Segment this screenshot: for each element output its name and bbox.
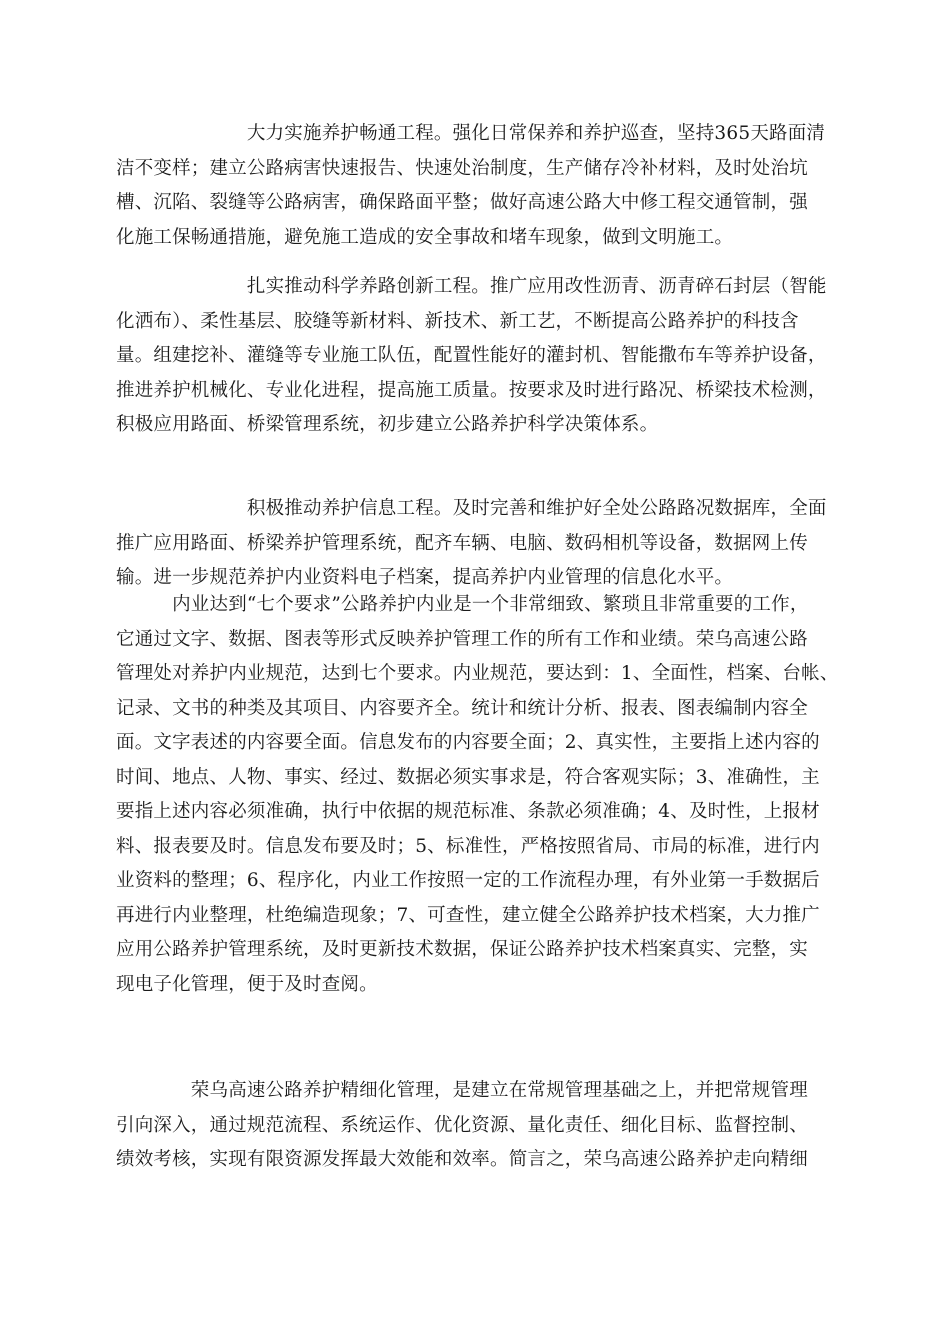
text-line: 现电子化管理，便于及时查阅。 (116, 973, 378, 995)
text-line: 洁不变样；建立公路病害快速报告、快速处治制度，生产储存冷补材料，及时处治坑 (116, 157, 808, 179)
text-line: 量。组建挖补、灌缝等专业施工队伍，配置性能好的灌封机、智能撒布车等养护设备， (116, 345, 827, 366)
text-line: 记录、文书的种类及其项目、内容要齐全。统计和统计分析、报表、图表编制内容全 (116, 697, 808, 719)
text-line: 积极应用路面、桥梁管理系统，初步建立公路养护科学决策体系。 (116, 414, 659, 435)
paragraph-seven-requirements (116, 588, 839, 1002)
text-line: 推广应用路面、桥梁养护管理系统，配齐车辆、电脑、数码相机等设备，数据网上传 (116, 532, 808, 554)
text-line: 再进行内业整理，杜绝编造现象；7、可查性，建立健全公路养护技术档案，大力推广 (116, 904, 820, 926)
text-line: 管理处对养护内业规范，达到七个要求。内业规范，要达到：1、全面性，档案、台帐、 (116, 663, 839, 684)
paragraph-maintenance-smooth-traffic (116, 117, 836, 255)
paragraph-information-project (116, 492, 836, 596)
text-line: 槽、沉陷、裂缝等公路病害，确保路面平整；做好高速公路大中修工程交通管制，强 (116, 192, 808, 213)
text-line: 输。进一步规范养护内业资料电子档案，提高养护内业管理的信息化水平。 (116, 567, 734, 588)
paragraph-scientific-innovation (116, 270, 836, 443)
text-line: 它通过文字、数据、图表等形式反映养护管理工作的所有工作和业绩。荣乌高速公路 (116, 628, 808, 650)
text-line: 业资料的整理；6、程序化，内业工作按照一定的工作流程办理，有外业第一手数据后 (116, 870, 820, 891)
text-line: 化洒布）、柔性基层、胶缝等新材料、新技术、新工艺，不断提高公路养护的科技含 (116, 310, 799, 332)
text-line: 要指上述内容必须准确，执行中依据的规范标准、条款必须准确；4、及时性，上报材 (116, 801, 820, 822)
text-line: 推进养护机械化、专业化进程，提高施工质量。按要求及时进行路况、桥梁技术检测， (116, 379, 827, 401)
text-line: 扎实推动科学养路创新工程。推广应用改性沥青、沥青碎石封层（智能 (116, 276, 827, 297)
text-line: 时间、地点、人物、事实、经过、数据必须实事求是，符合客观实际；3、准确性，主 (116, 766, 820, 788)
text-line: 内业达到“七个要求”公路养护内业是一个非常细致、繁琐且非常重要的工作， (116, 594, 809, 615)
text-line: 应用公路养护管理系统，及时更新技术数据，保证公路养护技术档案真实、完整，实 (116, 939, 808, 960)
text-line: 大力实施养护畅通工程。强化日常保养和养护巡查，坚持365天路面清 (116, 123, 826, 144)
text-line: 面。文字表述的内容要全面。信息发布的内容要全面；2、真实性，主要指上述内容的 (116, 732, 820, 753)
text-line: 料、报表要及时。信息发布要及时；5、标准性，严格按照省局、市局的标准，进行内 (116, 835, 820, 857)
paragraph-refined-management (116, 1074, 836, 1178)
text-line: 积极推动养护信息工程。及时完善和维护好全处公路路况数据库，全面 (116, 498, 827, 519)
text-line: 引向深入，通过规范流程、系统运作、优化资源、量化责任、细化目标、监督控制、 (116, 1114, 808, 1136)
text-line: 荣乌高速公路养护精细化管理，是建立在常规管理基础之上，并把常规管理 (116, 1080, 808, 1101)
text-line: 绩效考核，实现有限资源发挥最大效能和效率。简言之，荣乌高速公路养护走向精细 (116, 1149, 808, 1170)
text-line: 化施工保畅通措施，避免施工造成的安全事故和堵车现象，做到文明施工。 (116, 226, 734, 248)
